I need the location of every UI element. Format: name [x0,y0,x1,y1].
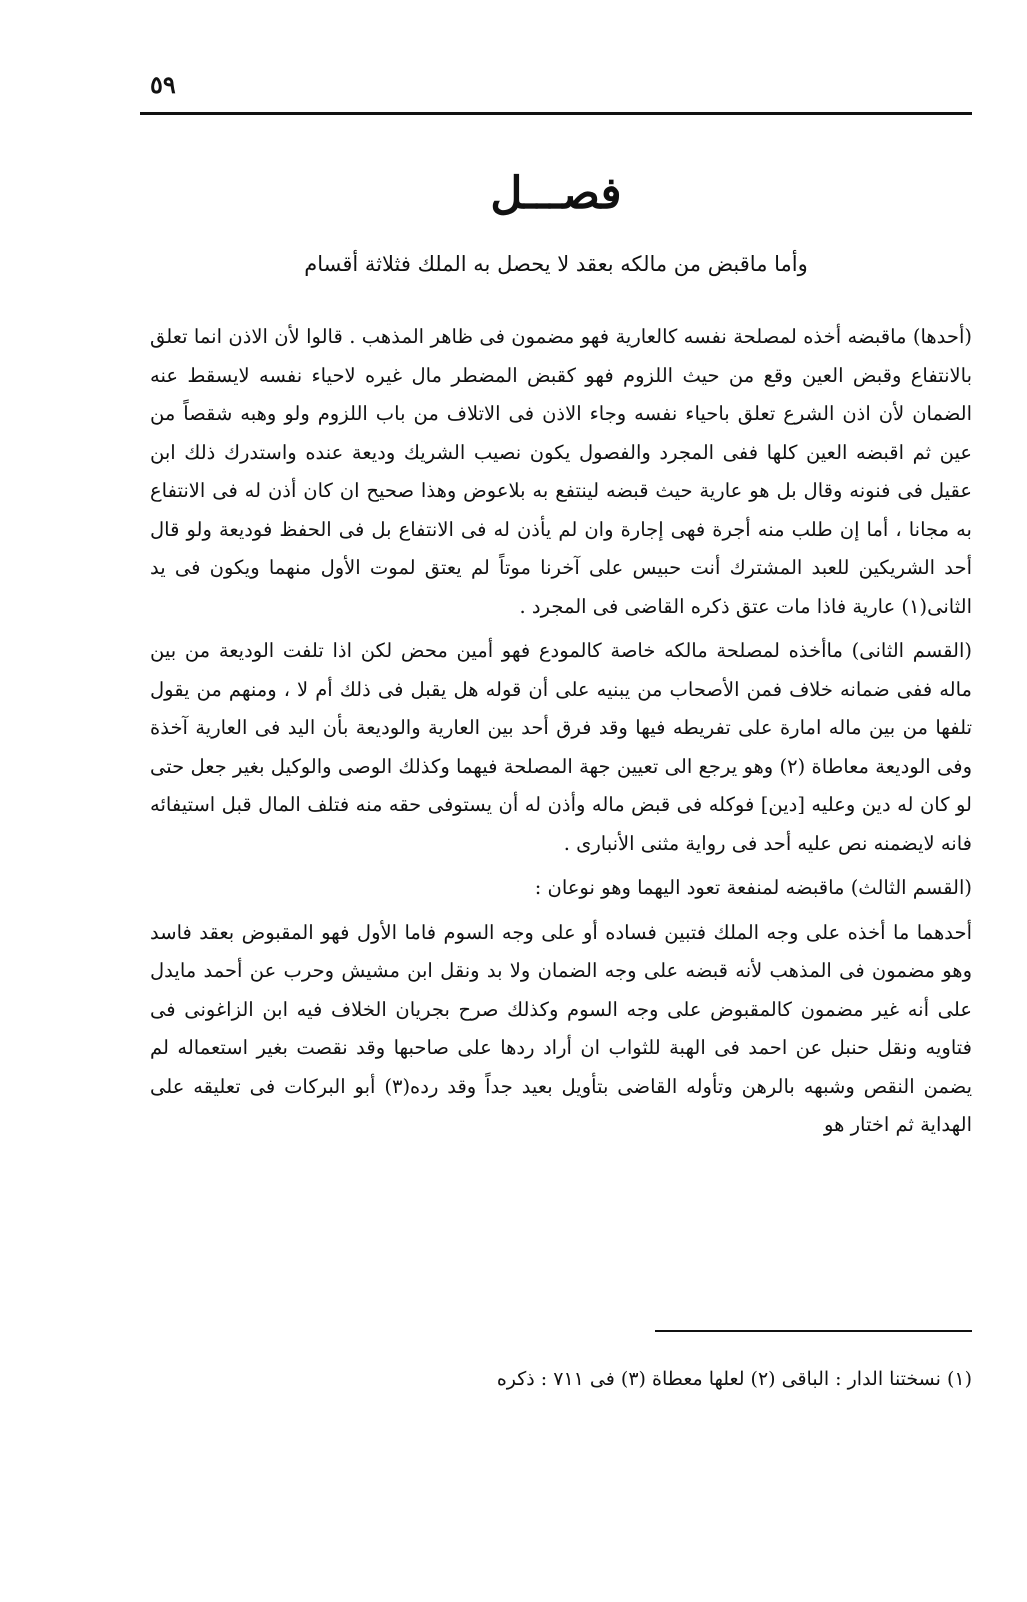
body-text [150,318,972,1151]
header-rule [140,112,972,115]
paragraph-third-section-detail: أحدهما ما أخذه على وجه الملك فتبين فساده أو على وجه السوم فاما الأول فهو المقبوض بعقد فاسد وهو مضمون فى المذهب لأنه قبضه على وجه الضمان ولا بد ونقل ابن مشيش وحرب عن أحمد مايدل على أنه غير مضمون كالمقبوض على وجه السوم وكذلك صرح بجريان الخلاف فيه ابن الزاغونى فى فتاويه ونقل حنبل عن احمد فى الهبة للثواب ان أراد ردها على صاحبها وقد نقصت بغير استعماله لم يضمن النقص وشبهه بالرهن وتأوله القاضى بتأويل بعيد جداً وقد رده(٣) أبو البركات فى تعليقه على الهداية ثم اختار هو [150,920,973,1136]
page-number: ٥٩ [150,70,176,99]
section-title: فصـــل [490,168,622,219]
footnote-rule [655,1330,972,1332]
paragraph-first-section: (أحدها) ماقبضه أخذه لمصلحة نفسه كالعارية فهو مضمون فى ظاهر المذهب . قالوا لأن الاذن انما تعلق بالانتفاع وقبض العين وقع من حيث اللزوم فهو كقبض المضطر مال غيره لاحياء نفسه لايسقط عنه الضمان لأن اذن الشرع تعلق باحياء نفسه وجاء الاذن فى الاتلاف من باب اللزوم ولو وهبه شقصاً من عين ثم اقبضه العين كلها ففى المجرد والفصول يكون نصيب الشريك وديعة عنده واستدرك ذلك ابن عقيل فى فنونه وقال بل هو عارية حيث قبضه لينتفع به بلاعوض وهذا صحيح ان كان أذن له فى الانتفاع به مجانا ، أما إن طلب منه أجرة فهى إجارة وان لم يأذن له فى الانتفاع بل فى الحفظ فوديعة ولو قال أحد الشريكين للعبد المشترك أنت حبيس على آخرنا موتاً لم يعتق لموت الأول منهما ويكون فى يد الثانى(١) عارية فاذا مات عتق ذكره القاضى فى المجرد . [150,325,972,618]
section-subtitle: وأما ماقبض من مالكه بعقد لا يحصل به الملك فثلاثة أقسام [304,252,808,276]
footnotes: (١) نسختنا الدار : الباقى (٢) لعلها معطاة (٣) فى ٧١١ : ذكره [496,1368,972,1390]
paragraph-third-section: (القسم الثالث) ماقبضه لمنفعة تعود اليهما وهو نوعان : [534,876,972,899]
paragraph-second-section: (القسم الثانى) ماأخذه لمصلحة مالكه خاصة كالمودع فهو أمين محض لكن اذا تلفت الوديعة من بين ماله ففى ضمانه خلاف فمن الأصحاب من يبنيه على أن قوله هل يقبل فى ذلك أم لا ، ومنهم من يقول تلفها من بين ماله امارة على تفريطه فيها وقد فرق أحد بين العارية والوديعة بأن اليد فى العارية آخذة وفى الوديعة معاطاة (٢) وهو يرجع الى تعيين جهة المصلحة فيهما وكذلك الوصى والوكيل بغير جعل حتى لو كان له دين وعليه [دين] فوكله فى قبض ماله وأذن له أن يستوفى حقه منه فتلف المال قبل استيفائه فانه لايضمنه نص عليه أحد فى رواية مثنى الأنبارى . [150,639,972,855]
